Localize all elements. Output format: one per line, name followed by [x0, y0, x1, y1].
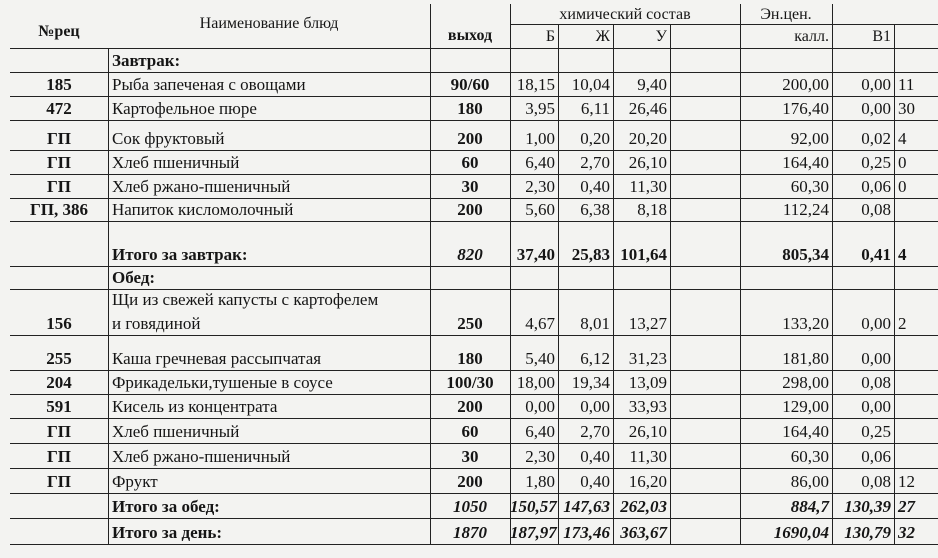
cell-yield: 250: [457, 314, 483, 333]
cell-zh: 8,01: [580, 314, 610, 333]
cell-b1: 0,00: [861, 99, 891, 118]
cell-no: ГП, 386: [29, 200, 89, 219]
cell-b: 37,40: [516, 245, 555, 264]
cell-zh: 0,00: [580, 397, 610, 416]
row-rule: [10, 72, 938, 73]
cell-kcal: 86,00: [790, 472, 829, 491]
dish-name: Фрукт: [112, 472, 158, 491]
cell-u: 101,64: [620, 245, 667, 264]
cell-b: 6,40: [525, 422, 555, 441]
cell-b1: 130,39: [844, 497, 891, 516]
cell-u: 13,27: [628, 314, 667, 333]
cell-yield: 200: [457, 200, 483, 219]
cell-yield: 180: [457, 349, 483, 368]
cell-yield: 200: [457, 397, 483, 416]
dish-name: Хлеб пшеничный: [112, 153, 240, 172]
cell-b: 5,60: [525, 200, 555, 219]
header-kcal: калл.: [794, 28, 829, 45]
rule-header-bottom: [10, 48, 938, 49]
cell-b1: 130,79: [844, 523, 891, 542]
total-label: Итого за обед:: [112, 497, 220, 516]
cell-u: 26,10: [628, 153, 667, 172]
row-rule: [10, 221, 938, 222]
cell-u: 26,46: [628, 99, 667, 118]
row-rule: [10, 120, 938, 121]
header-recipe-no: №рец: [38, 23, 80, 40]
dish-name: Фрикадельки,тушеные в соусе: [112, 373, 333, 392]
cell-b: 2,30: [525, 447, 555, 466]
cell-kcal: 164,40: [782, 422, 829, 441]
cell-u: 16,20: [628, 472, 667, 491]
cell-b: 2,30: [525, 177, 555, 196]
cell-extra: 4: [898, 129, 907, 148]
cell-extra: 30: [898, 99, 915, 118]
row-rule: [10, 370, 938, 371]
total-label: Итого за завтрак:: [112, 245, 248, 264]
cell-no: 204: [46, 373, 72, 392]
cell-zh: 25,83: [571, 245, 610, 264]
cell-kcal: 200,00: [782, 75, 829, 94]
row-rule: [10, 443, 938, 444]
cell-b: 150,57: [510, 497, 557, 516]
cell-u: 26,10: [628, 422, 667, 441]
cell-u: 31,23: [628, 349, 667, 368]
cell-u: 20,20: [628, 129, 667, 148]
dish-name: Щи из свежей капусты с картофелем: [112, 290, 379, 309]
cell-no: 472: [46, 99, 72, 118]
cell-b1: 0,02: [861, 129, 891, 148]
cell-zh: 0,40: [580, 447, 610, 466]
cell-yield: 200: [457, 129, 483, 148]
cell-yield: 200: [457, 472, 483, 491]
cell-b1: 0,25: [861, 422, 891, 441]
row-rule: [10, 418, 938, 419]
cell-no: ГП: [46, 153, 72, 172]
cell-zh: 19,34: [571, 373, 610, 392]
dish-name: Напиток кисломолочный: [112, 200, 294, 219]
cell-zh: 0,40: [580, 472, 610, 491]
cell-b1: 0,00: [861, 397, 891, 416]
cell-kcal: 164,40: [782, 153, 829, 172]
cell-b1: 0,00: [861, 75, 891, 94]
cell-u: 13,09: [628, 373, 667, 392]
cell-no: 185: [46, 75, 72, 94]
cell-u: 11,30: [629, 447, 667, 466]
cell-no: ГП: [46, 177, 72, 196]
cell-kcal: 884,7: [790, 497, 829, 516]
cell-b: 18,15: [516, 75, 555, 94]
cell-u: 33,93: [628, 397, 667, 416]
cell-b1: 0,00: [861, 314, 891, 333]
rule-col-6: [670, 24, 671, 544]
cell-b: 0,00: [525, 397, 555, 416]
cell-zh: 2,70: [580, 422, 610, 441]
cell-b: 187,97: [510, 523, 557, 542]
cell-extra: 32: [898, 523, 915, 542]
cell-u: 9,40: [637, 75, 667, 94]
cell-kcal: 1690,04: [773, 523, 829, 542]
cell-b1: 0,06: [861, 177, 891, 196]
cell-b: 4,67: [525, 314, 555, 333]
cell-b1: 0,06: [861, 447, 891, 466]
cell-kcal: 112,24: [782, 200, 829, 219]
cell-extra: 2: [898, 314, 907, 333]
cell-yield: 60: [461, 153, 479, 172]
dish-name: Картофельное пюре: [112, 99, 257, 118]
dish-name: Хлеб пшеничный: [112, 422, 240, 441]
cell-b: 3,95: [525, 99, 555, 118]
cell-u: 363,67: [620, 523, 667, 542]
row-rule: [10, 174, 938, 175]
row-rule: [10, 96, 938, 97]
cell-yield: 30: [461, 177, 479, 196]
cell-u: 11,30: [629, 177, 667, 196]
section-heading: Завтрак:: [112, 51, 181, 70]
cell-kcal: 60,30: [790, 447, 829, 466]
dish-name: Каша гречневая рассыпчатая: [112, 349, 322, 368]
rule-subheader: [510, 24, 938, 25]
cell-yield: 1870: [453, 523, 487, 542]
cell-extra: 4: [898, 245, 907, 264]
dish-name: Рыба запеченая с овощами: [112, 75, 306, 94]
header-yield: выход: [447, 27, 493, 44]
cell-extra: 11: [898, 75, 915, 94]
row-rule: [10, 150, 938, 151]
header-chem-composition: химический состав: [559, 6, 691, 23]
dish-name: Хлеб ржано-пшеничный: [112, 177, 291, 196]
cell-zh: 10,04: [571, 75, 610, 94]
cell-yield: 820: [457, 245, 483, 264]
header-vit-b1: B1: [872, 28, 891, 45]
row-rule: [10, 468, 938, 469]
header-dish-name: Наименование блюд: [199, 15, 339, 32]
cell-extra: 12: [898, 472, 915, 491]
dish-name: и говядиной: [112, 314, 201, 333]
cell-b1: 0,08: [861, 373, 891, 392]
cell-kcal: 805,34: [782, 245, 829, 264]
row-rule: [10, 266, 938, 267]
cell-u: 262,03: [620, 497, 667, 516]
cell-extra: 0: [898, 153, 907, 172]
section-heading: Обед:: [112, 268, 156, 287]
cell-zh: 2,70: [580, 153, 610, 172]
cell-no: 591: [46, 397, 72, 416]
cell-yield: 30: [461, 447, 479, 466]
row-rule: [10, 493, 938, 494]
cell-b: 6,40: [525, 153, 555, 172]
cell-extra: 27: [898, 497, 915, 516]
header-protein: Б: [545, 28, 555, 45]
cell-u: 8,18: [637, 200, 667, 219]
dish-name: Сок фруктовый: [112, 129, 225, 148]
header-carbs: У: [655, 28, 667, 45]
row-rule: [10, 544, 938, 545]
cell-no: ГП: [46, 422, 72, 441]
cell-b1: 0,25: [861, 153, 891, 172]
row-rule: [10, 518, 938, 519]
cell-no: ГП: [46, 447, 72, 466]
cell-yield: 90/60: [450, 75, 490, 94]
header-energy: Эн.цен.: [760, 6, 812, 23]
row-rule: [10, 335, 938, 336]
row-rule: [10, 394, 938, 395]
cell-kcal: 298,00: [782, 373, 829, 392]
cell-kcal: 92,00: [790, 129, 829, 148]
cell-yield: 1050: [453, 497, 487, 516]
cell-kcal: 60,30: [790, 177, 829, 196]
cell-b1: 0,08: [861, 200, 891, 219]
row-rule: [10, 198, 938, 199]
cell-no: 255: [46, 349, 72, 368]
cell-b1: 0,41: [861, 245, 891, 264]
cell-zh: 6,11: [580, 99, 610, 118]
cell-b: 5,40: [525, 349, 555, 368]
cell-zh: 6,12: [580, 349, 610, 368]
cell-zh: 147,63: [563, 497, 610, 516]
cell-zh: 0,40: [580, 177, 610, 196]
cell-yield: 60: [461, 422, 479, 441]
cell-b: 1,00: [525, 129, 555, 148]
cell-yield: 180: [457, 99, 483, 118]
cell-kcal: 133,20: [782, 314, 829, 333]
cell-b1: 0,08: [861, 472, 891, 491]
total-label: Итого за день:: [112, 523, 223, 542]
dish-name: Кисель из концентрата: [112, 397, 278, 416]
cell-b: 18,00: [516, 373, 555, 392]
cell-no: 156: [46, 314, 72, 333]
cell-kcal: 129,00: [782, 397, 829, 416]
dish-name: Хлеб ржано-пшеничный: [112, 447, 291, 466]
cell-kcal: 181,80: [782, 349, 829, 368]
cell-no: ГП: [46, 472, 72, 491]
cell-yield: 100/30: [446, 373, 494, 392]
cell-kcal: 176,40: [782, 99, 829, 118]
cell-zh: 173,46: [563, 523, 610, 542]
cell-no: ГП: [46, 129, 72, 148]
cell-zh: 0,20: [580, 129, 610, 148]
cell-extra: 0: [898, 177, 907, 196]
header-fat: Ж: [595, 28, 610, 45]
cell-zh: 6,38: [580, 200, 610, 219]
cell-b: 1,80: [525, 472, 555, 491]
cell-b1: 0,00: [861, 349, 891, 368]
